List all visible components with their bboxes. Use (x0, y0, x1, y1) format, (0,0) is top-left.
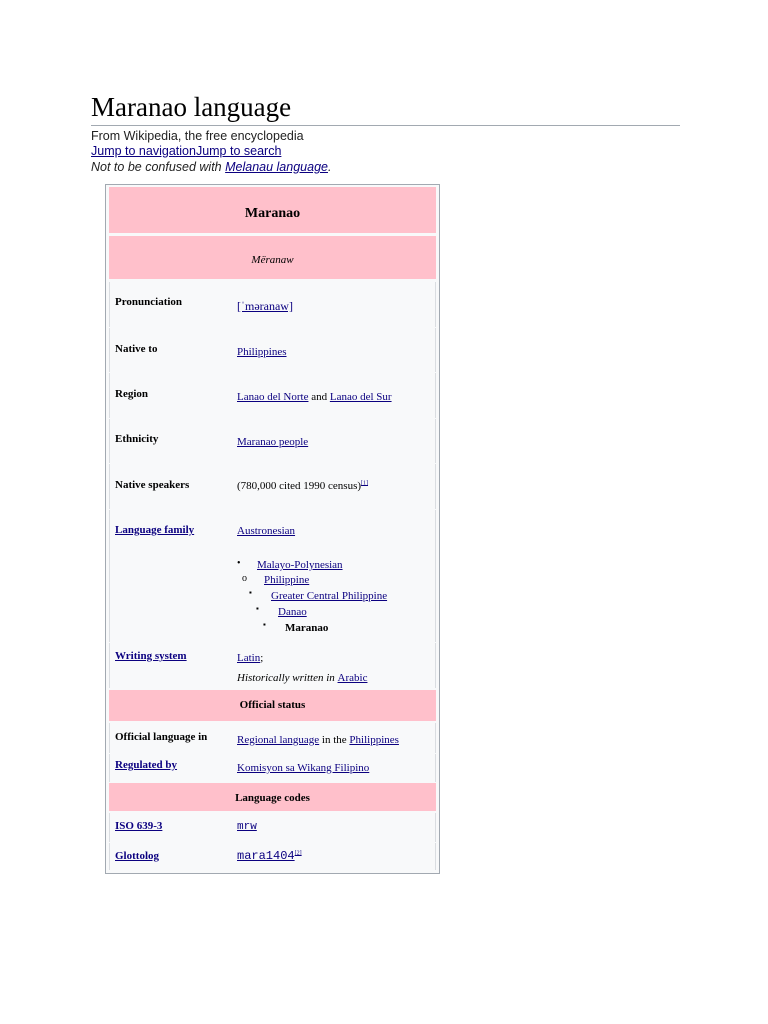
pronunciation-ipa-link[interactable]: [ˈməranaw] (237, 299, 293, 313)
hatnote (91, 160, 331, 174)
region-label: Region (115, 388, 148, 400)
hatnote-prefix: Not to be confused with (91, 160, 226, 174)
row-pronunciation (109, 282, 436, 327)
infobox-title-band (109, 187, 436, 233)
writing-system-value (237, 652, 263, 664)
pronunciation-label: Pronunciation (115, 296, 183, 308)
official-in-the: in the (319, 734, 350, 746)
speakers-ref-link[interactable]: [1] (361, 480, 369, 487)
tree-bullet-3: ▪ (249, 588, 252, 597)
native-name-band (109, 236, 436, 279)
glottolog-value (237, 849, 302, 863)
language-family-link[interactable]: Language family (115, 524, 195, 536)
row-native-speakers (109, 464, 436, 509)
iso-code-link[interactable]: mrw (237, 821, 257, 833)
maranao-people-link[interactable]: Maranao people (237, 436, 309, 448)
glottolog-ref-link[interactable]: [2] (294, 850, 302, 857)
lanao-del-sur-link[interactable]: Lanao del Sur (329, 391, 392, 403)
tree-bullet-4: ▪ (256, 604, 259, 613)
philippine-link[interactable]: Philippine (264, 574, 310, 586)
maranao-tree-leaf: Maranao (285, 622, 329, 634)
official-language-label: Official language in (115, 731, 208, 743)
writing-hist-prefix: Historically written in (237, 672, 338, 684)
philippines-link[interactable]: Philippines (237, 346, 287, 358)
greater-central-philippine-link[interactable]: Greater Central Philippine (271, 590, 388, 602)
jump-links (91, 144, 281, 158)
native-to-label: Native to (115, 343, 158, 355)
official-philippines-link[interactable]: Philippines (349, 734, 399, 746)
tagline: From Wikipedia, the free encyclopedia (91, 129, 304, 143)
melanau-language-link[interactable]: Melanau language (225, 160, 328, 174)
official-language-value (237, 734, 399, 746)
row-native-to (109, 328, 436, 372)
speakers-count: (780,000 cited 1990 census) (237, 480, 362, 492)
row-ethnicity (109, 419, 436, 463)
native-speakers-label: Native speakers (115, 479, 190, 491)
row-glottolog (109, 843, 436, 870)
tree-bullet-5: ▪ (263, 620, 266, 629)
hatnote-suffix: . (327, 160, 332, 174)
tree-bullet-1: • (237, 558, 241, 569)
glottolog-code-link[interactable]: mara1404 (237, 849, 295, 863)
language-codes-band (109, 783, 436, 811)
writing-system-link[interactable]: Writing system (115, 650, 187, 662)
danao-link[interactable]: Danao (278, 606, 307, 618)
region-and: and (308, 391, 330, 403)
jump-to-search-link[interactable]: Jump to search (195, 144, 282, 158)
row-language-family (109, 510, 436, 642)
language-codes-header: Language codes (235, 792, 310, 804)
row-official-language (109, 723, 436, 753)
regional-language-link[interactable]: Regional language (237, 734, 320, 746)
official-status-header: Official status (239, 699, 306, 711)
row-writing-system (109, 643, 436, 688)
jump-to-navigation-link[interactable]: Jump to navigation (91, 144, 196, 158)
infobox (105, 184, 440, 874)
page-title: Maranao language (91, 92, 292, 122)
tree-bullet-2: o (242, 573, 247, 584)
malayo-polynesian-link[interactable]: Malayo-Polynesian (257, 559, 343, 571)
lanao-del-norte-link[interactable]: Lanao del Norte (237, 391, 309, 403)
native-speakers-value (237, 480, 368, 492)
row-region (109, 373, 436, 418)
native-name: Mëranaw (251, 254, 294, 266)
infobox-title: Maranao (244, 206, 301, 221)
row-iso-639-3 (109, 813, 436, 842)
regulated-by-link[interactable]: Regulated by (115, 759, 178, 771)
official-status-band (109, 690, 436, 721)
glottolog-link[interactable]: Glottolog (115, 850, 159, 862)
austronesian-link[interactable]: Austronesian (237, 525, 296, 537)
row-regulated-by (109, 754, 436, 782)
writing-punct: ; (260, 652, 264, 664)
ethnicity-label: Ethnicity (115, 433, 159, 445)
latin-link[interactable]: Latin (237, 652, 261, 664)
writing-historical (237, 672, 367, 684)
iso-639-3-link[interactable]: ISO 639-3 (115, 820, 163, 832)
arabic-link[interactable]: Arabic (337, 672, 368, 684)
region-value (237, 391, 392, 403)
komisyon-link[interactable]: Komisyon sa Wikang Filipino (237, 762, 370, 774)
title-divider (91, 125, 680, 126)
